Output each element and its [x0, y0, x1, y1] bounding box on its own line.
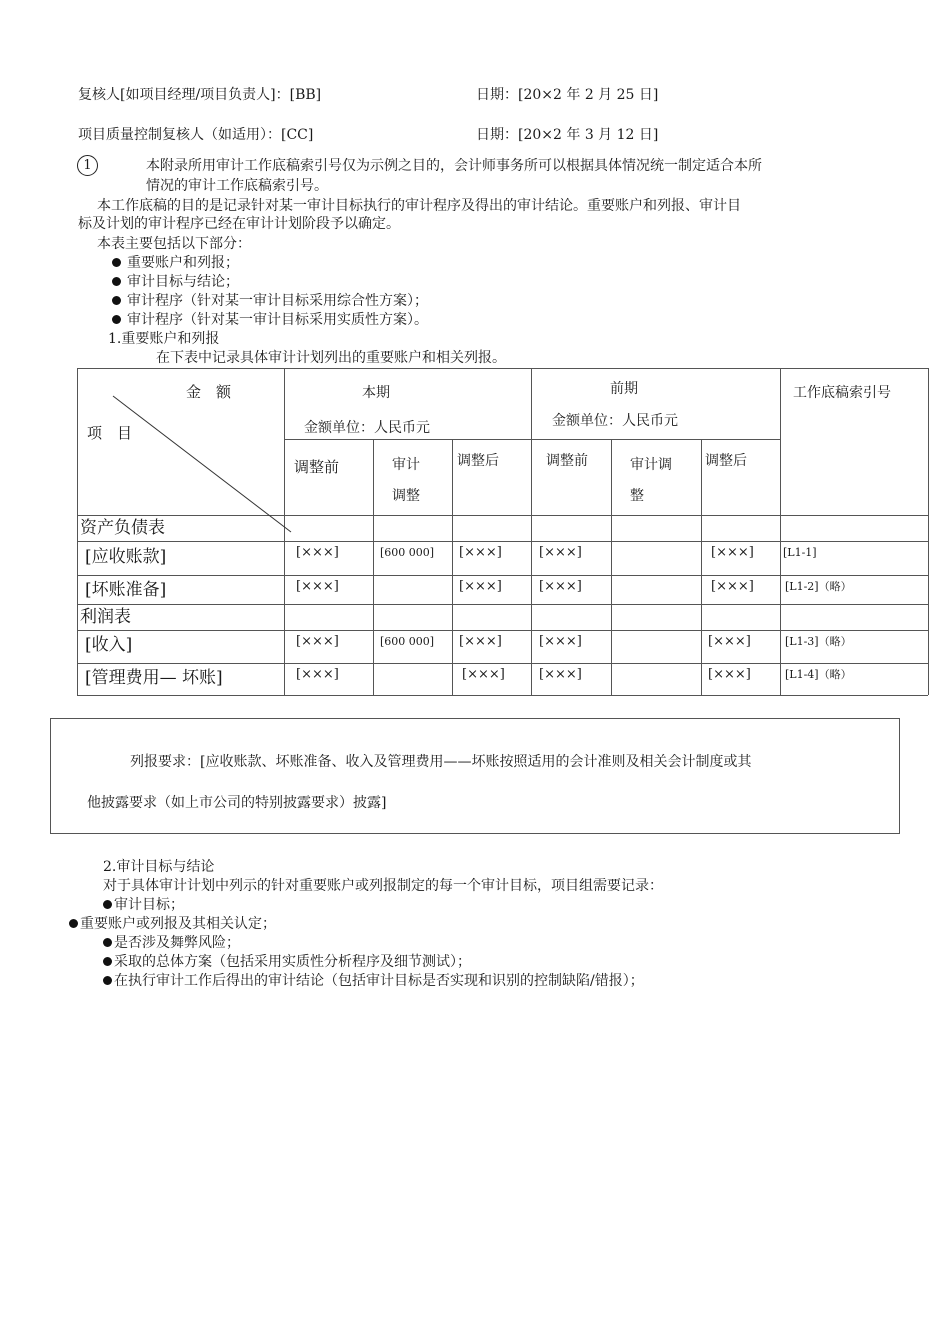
row-current-before: [×××] [296, 634, 339, 649]
section2-bullet [103, 934, 240, 952]
row-item: [应收账款] [85, 547, 167, 567]
row-index: [L1-3]（略） [785, 635, 852, 648]
section2-bullet [103, 896, 184, 914]
prior-before-header: 调整前 [546, 453, 588, 469]
corner-amount-label: 金 额 [186, 383, 232, 401]
bullet-icon [103, 957, 112, 966]
row-prior-after: [×××] [711, 545, 754, 560]
index-header: 工作底稿索引号 [793, 385, 891, 401]
bullet-icon [103, 976, 112, 985]
current-unit-label: 金额单位：人民币元 [304, 420, 430, 436]
section1-title: 1.重要账户和列报 [108, 331, 220, 347]
row-item: [坏账准备] [85, 580, 167, 600]
balance-sheet-section: 资产负债表 [80, 518, 165, 538]
section2-bullet [103, 953, 471, 971]
row-current-before: [×××] [296, 579, 339, 594]
current-period-header: 本期 [362, 385, 390, 401]
current-adjust-header-1: 审计 [392, 457, 420, 473]
row-index: [L1-1] [783, 546, 817, 559]
prior-adjust-header-1: 审计调 [630, 457, 672, 473]
row-current-after: [×××] [459, 634, 502, 649]
bullet-icon [103, 900, 112, 909]
section2-bullet-text: 是否涉及舞弊风险； [114, 935, 240, 951]
qc-reviewer-date: 日期：[20×2 年 3 月 12 日] [476, 127, 659, 143]
note-line-1: 本附录所用审计工作底稿索引号仅为示例之目的，会计师事务所可以根据具体情况统一制定适合本所 [146, 158, 762, 174]
row-prior-after: [×××] [711, 579, 754, 594]
row-prior-before: [×××] [539, 545, 582, 560]
row-item: [收入] [85, 635, 133, 655]
row-prior-after: [×××] [708, 634, 751, 649]
intro-parts-heading: 本表主要包括以下部分： [97, 236, 251, 252]
intro-bullet-text: 审计目标与结论； [127, 274, 239, 290]
prior-after-header: 调整后 [705, 453, 747, 469]
prior-period-header: 前期 [610, 381, 638, 397]
intro-bullet-text: 重要账户和列报； [127, 255, 239, 271]
section2-bullet [69, 915, 276, 933]
disclosure-requirement-box [50, 718, 900, 834]
section2-title: 2.审计目标与结论 [103, 859, 215, 875]
reviewer-line: 复核人[如项目经理/项目负责人]：[BB] [78, 87, 322, 103]
row-current-before: [×××] [296, 667, 339, 682]
row-current-after: [×××] [462, 667, 505, 682]
section2-bullet [103, 972, 644, 990]
row-current-after: [×××] [459, 545, 502, 560]
current-after-header: 调整后 [457, 453, 499, 469]
row-current-adjust: [600 000] [380, 546, 435, 559]
current-adjust-header-2: 调整 [392, 488, 420, 504]
section2-bullet-text: 在执行审计工作后得出的审计结论（包括审计目标是否实现和识别的控制缺陷/错报）； [114, 973, 644, 989]
section2-bullet-text: 审计目标； [114, 897, 184, 913]
row-prior-before: [×××] [539, 634, 582, 649]
disclosure-requirement-line-2: 他披露要求（如上市公司的特别披露要求）披露] [87, 795, 387, 811]
intro-paragraph-line-2: 标及计划的审计程序已经在审计计划阶段予以确定。 [78, 216, 400, 232]
section1-description: 在下表中记录具体审计计划列出的重要账户和相关列报。 [156, 350, 506, 366]
row-current-after: [×××] [459, 579, 502, 594]
note-marker: 1 [77, 155, 98, 176]
section2-bullet-text: 重要账户或列报及其相关认定； [80, 916, 276, 932]
row-prior-before: [×××] [539, 579, 582, 594]
row-prior-after: [×××] [708, 667, 751, 682]
current-before-header: 调整前 [294, 458, 340, 476]
row-prior-before: [×××] [539, 667, 582, 682]
row-index: [L1-2]（略） [785, 580, 852, 593]
note-line-2: 情况的审计工作底稿索引号。 [146, 178, 328, 194]
intro-bullet-text: 审计程序（针对某一审计目标采用实质性方案）。 [127, 312, 428, 328]
row-index: [L1-4]（略） [785, 668, 852, 681]
row-current-adjust: [600 000] [380, 635, 435, 648]
income-statement-section: 利润表 [80, 607, 131, 627]
corner-item-label: 项 目 [87, 424, 133, 442]
intro-bullet-text: 审计程序（针对某一审计目标采用综合性方案）； [127, 293, 428, 309]
row-current-before: [×××] [296, 545, 339, 560]
bullet-icon [69, 919, 78, 928]
section2-bullet-text: 采取的总体方案（包括采用实质性分析程序及细节测试）； [114, 954, 471, 970]
reviewer-date: 日期：[20×2 年 2 月 25 日] [476, 87, 659, 103]
disclosure-requirement-line-1: 列报要求：[应收账款、坏账准备、收入及管理费用——坏账按照适用的会计准则及相关会计制度或其 [130, 754, 752, 770]
intro-paragraph-line-1: 本工作底稿的目的是记录针对某一审计目标执行的审计程序及得出的审计结论。重要账户和列报、审计目 [97, 198, 741, 214]
section2-description: 对于具体审计计划中列示的针对重要账户或列报制定的每一个审计目标，项目组需要记录： [103, 878, 663, 894]
prior-unit-label: 金额单位：人民币元 [552, 413, 678, 429]
bullet-icon [103, 938, 112, 947]
prior-adjust-header-2: 整 [630, 488, 644, 504]
qc-reviewer-line: 项目质量控制复核人（如适用）：[CC] [78, 127, 314, 143]
row-item: [管理费用— 坏账] [85, 668, 223, 688]
